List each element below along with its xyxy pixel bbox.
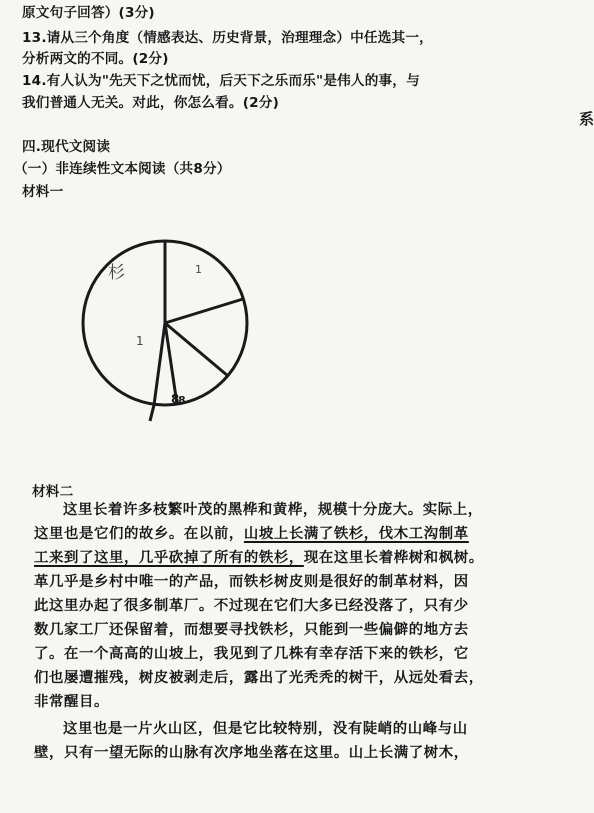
paragraph-1-line-5: 此这里办起了很多制革厂。不过现在它们大多已经没落了，只有少 <box>34 598 469 614</box>
pie-annotation-2: 1 <box>136 334 144 348</box>
paragraph-1-line-8: 们也屡遭摧残，树皮被剥走后，露出了光秃秃的树干，从远处看去， <box>34 670 484 686</box>
pie-annotation-scribble: 杉 <box>108 263 125 283</box>
slice-divider-bottom <box>154 323 165 405</box>
material-1-label: 材料一 <box>22 184 64 200</box>
paragraph-1-line-4: 革几乎是乡村中唯一的产品，而铁杉树皮则是很好的制革材料，因 <box>34 574 469 590</box>
slice-divider-lower-right <box>165 323 228 376</box>
paragraph-1-line-2-underlined: 山坡上长满了铁杉，伐木工沟制革 <box>243 526 469 542</box>
paragraph-2-line-2: 壁，只有一望无际的山脉有次序地坐落在这里。山上长满了树木， <box>34 745 469 761</box>
section-subtitle: （一）非连续性文本阅读（共8分） <box>14 161 231 177</box>
paragraph-1-line-3-underlined: 工来到了这里，几乎砍掉了所有的铁杉， <box>34 550 304 566</box>
paragraph-1-line-2 <box>34 522 469 543</box>
paragraph-1-line-9: 非常醒目。 <box>34 694 109 710</box>
slice-divider-bottom-tail <box>150 405 154 421</box>
paragraph-1-line-6: 数几家工厂还保留着，而想要寻找铁杉，只能到一些偏僻的地方去 <box>34 622 469 638</box>
paragraph-1-line-1: 这里长着许多枝繁叶茂的黑桦和黄桦，规模十分庞大。实际上， <box>63 502 483 518</box>
section-title: 四.现代文阅读 <box>22 139 111 155</box>
paragraph-1-line-3-plain: 现在这里长着桦树和枫树。 <box>303 550 484 566</box>
paragraph-1-line-2-plain: 这里也是它们的故乡。在以前， <box>34 526 244 542</box>
pie-annotation-3: 8 <box>171 392 180 406</box>
question-13-line-1: 13.请从三个角度（情感表达、历史背景，治理理念）中任选其一， <box>22 30 433 46</box>
question-13-line-2: 分析两文的不同。(2分) <box>22 51 169 67</box>
material-2-label: 材料二 <box>32 484 74 500</box>
question-14-line-2: 我们普通人无关。对此，你怎么看。(2分) <box>22 95 279 111</box>
pie-chart <box>70 225 260 435</box>
paragraph-1-line-3 <box>34 546 484 567</box>
pie-annotation-4: 8 <box>178 394 186 407</box>
slice-divider-right <box>165 299 243 323</box>
paragraph-2-line-1: 这里也是一片火山区，但是它比较特别，没有陡峭的山峰与山 <box>63 721 468 737</box>
question-14-line-1: 14.有人认为"先天下之忧而忧，后天下之乐而乐"是伟人的事，与 <box>22 73 420 89</box>
cropped-edge-text: 系 <box>578 110 594 128</box>
paragraph-1-line-7: 了。在一个高高的山坡上，我见到了几株有幸存活下来的铁杉，它 <box>34 646 469 662</box>
question-prev-tail: 原文句子回答）(3分) <box>22 5 155 21</box>
pie-annotation-1: 1 <box>195 263 202 276</box>
